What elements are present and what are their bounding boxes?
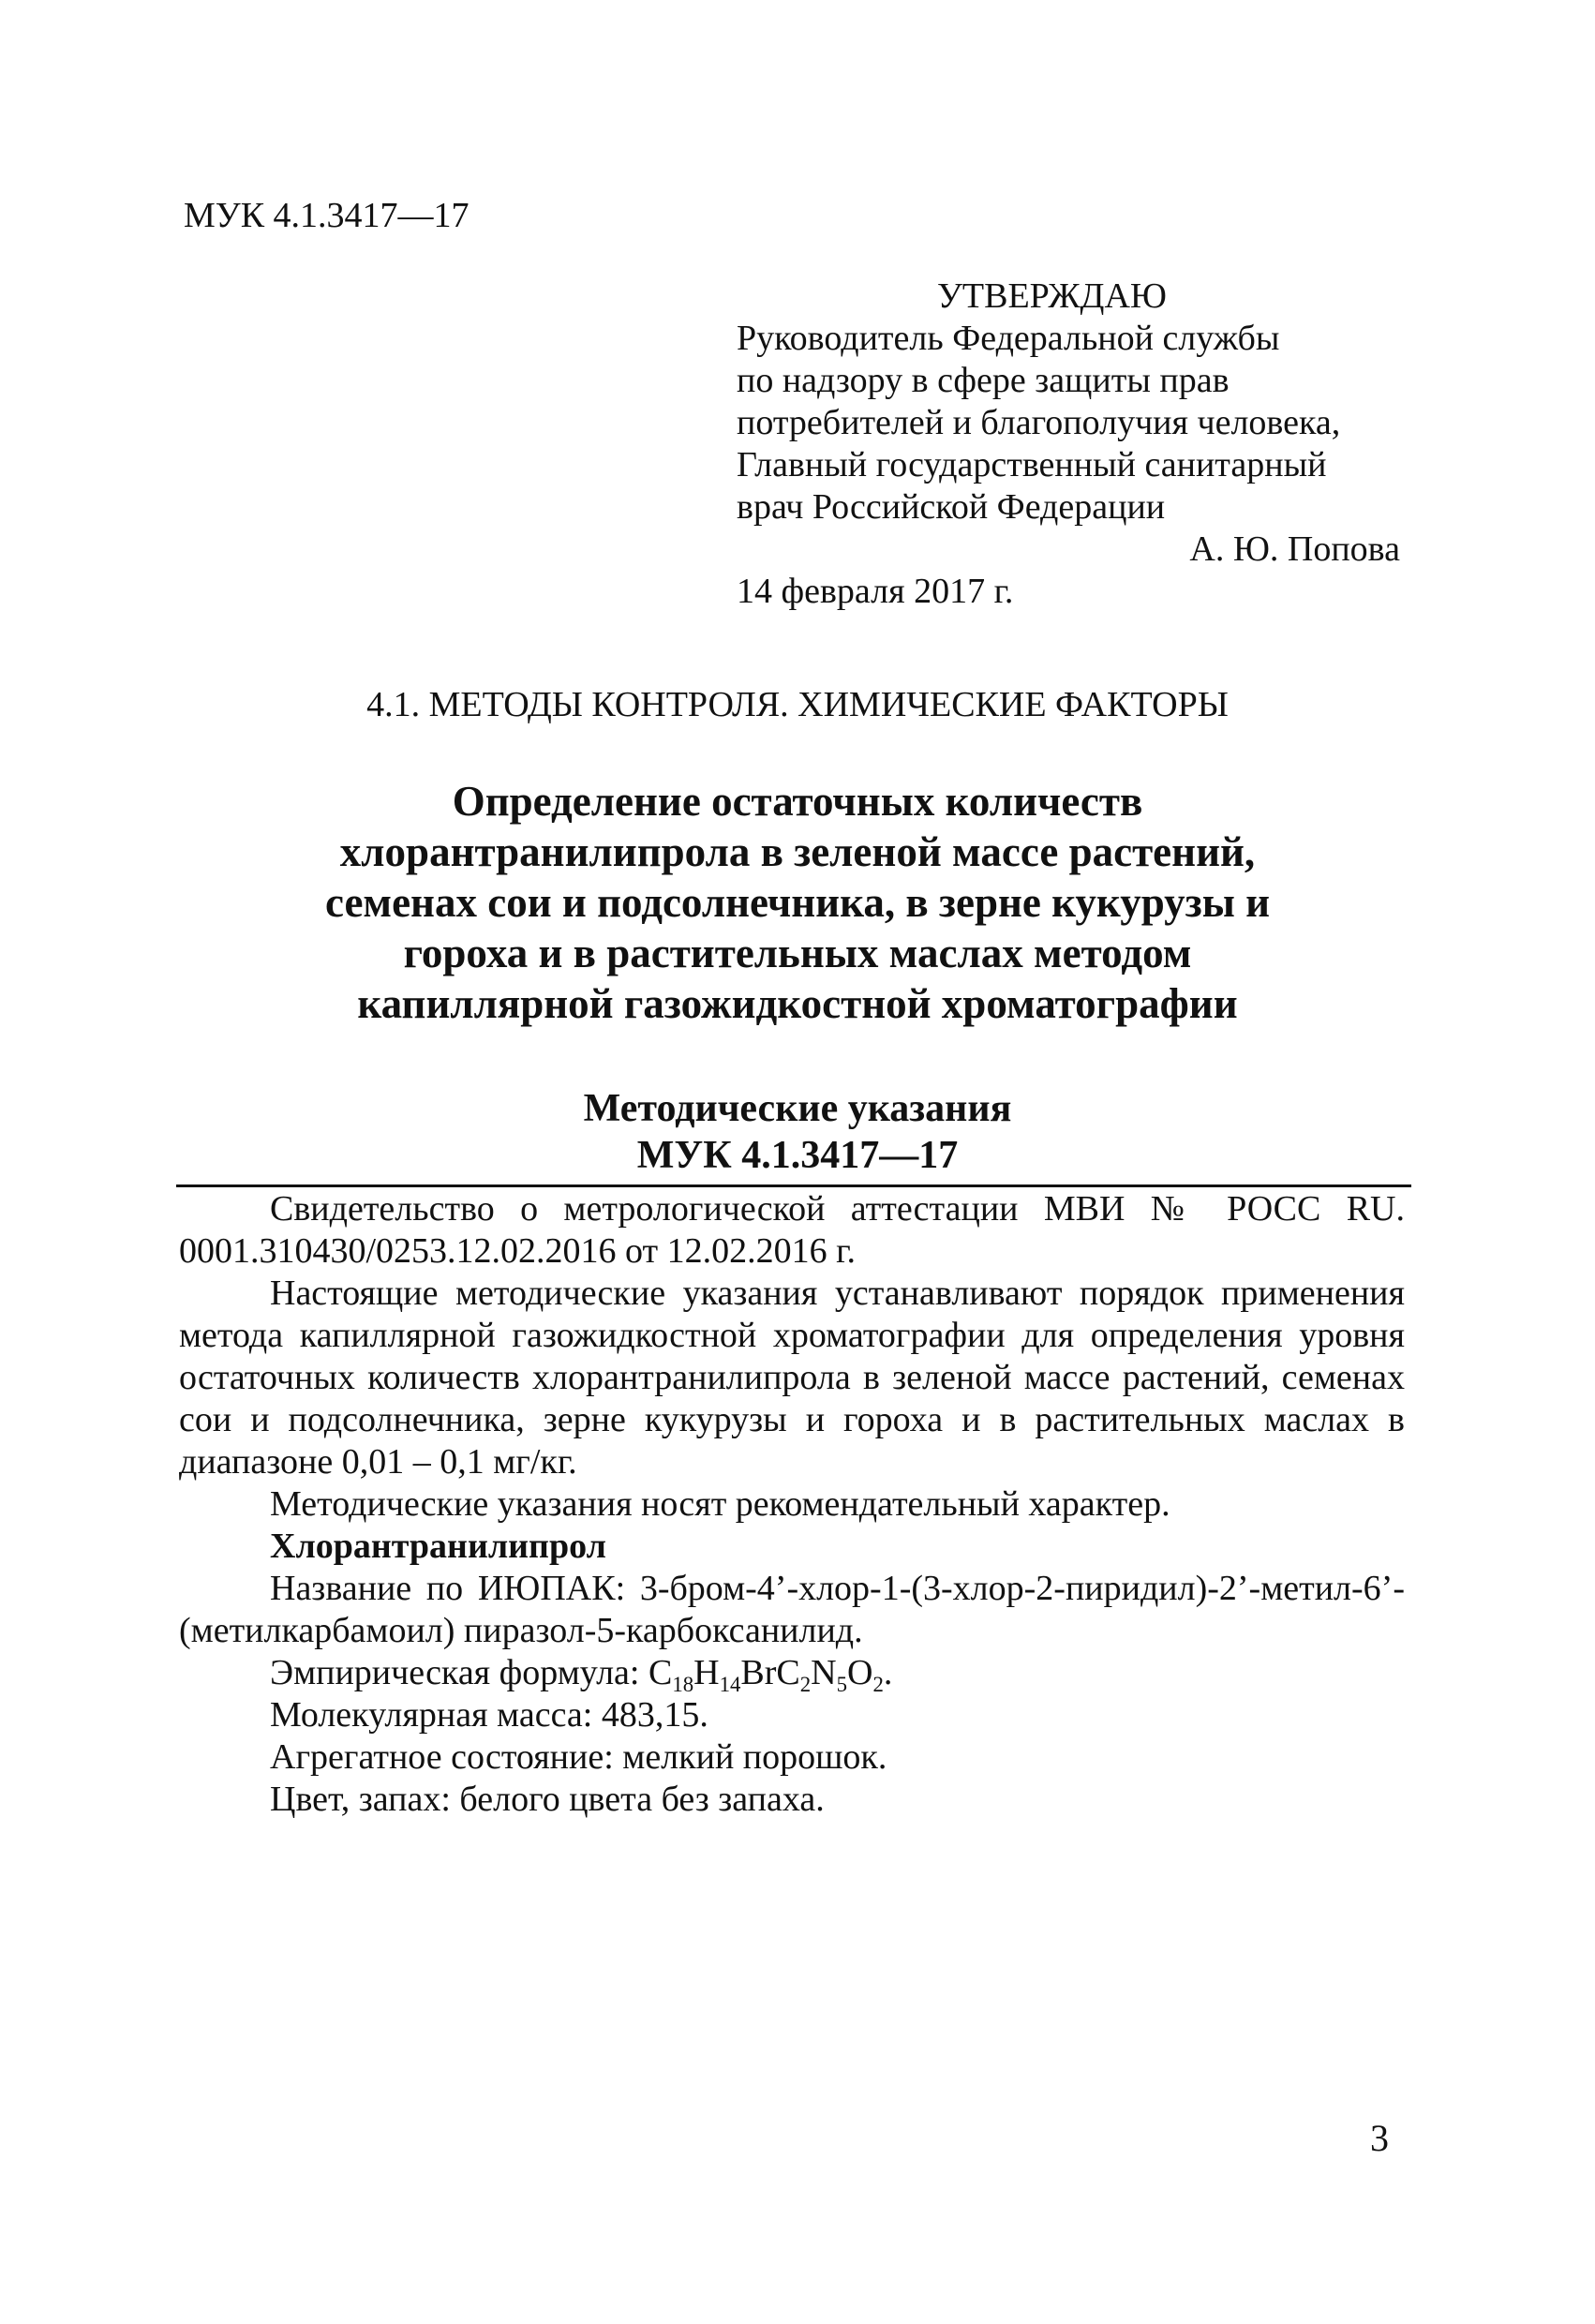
formula-element: O <box>847 1653 873 1692</box>
formula-end: . <box>883 1653 893 1692</box>
approval-position-line: потребителей и благополучия человека, <box>737 403 1341 442</box>
formula-subscript: 5 <box>836 1672 848 1696</box>
approval-block <box>737 276 1400 613</box>
intro-paragraph: Настоящие методические указания устанавливают порядок применения метода капиллярной газожидкостной хроматографии для определения уровня остаточных количеств хлорантранилипрола в зеленой массе растений, семенах сои и подсолнечника, зерне кукурузы и гороха и в растительных маслах в диапазоне 0,01 – 0,1 мг/кг. <box>179 1274 1405 1482</box>
subtitle-kind: Методические указания <box>583 1087 1012 1130</box>
formula-subscript: 2 <box>872 1672 884 1696</box>
approval-position-line: Главный государственный санитарный <box>737 445 1327 484</box>
formula-subscript: 14 <box>719 1672 741 1696</box>
document-title <box>0 776 1595 1029</box>
formula-element: H <box>693 1653 720 1692</box>
divider-rule <box>176 1184 1411 1187</box>
title-line: хлорантранилипрола в зеленой массе растений, <box>339 828 1256 875</box>
approval-word: УТВЕРЖДАЮ <box>937 276 1167 316</box>
formula-element: C <box>648 1653 673 1692</box>
empirical-formula-paragraph <box>179 1652 1405 1694</box>
approval-signatory: А. Ю. Попова <box>1189 529 1400 569</box>
title-line: гороха и в растительных маслах методом <box>403 930 1192 976</box>
advisory-paragraph: Методические указания носят рекомендательный характер. <box>270 1484 1170 1524</box>
iupac-name-paragraph: Название по ИЮПАК: 3-бром-4’-хлор-1-(3-хлор-2-пиридил)-2’-метил-6’-(метилкарбамоил) пиразол-5-карбоксанилид. <box>179 1569 1405 1650</box>
approval-position-line: Руководитель Федеральной службы <box>737 319 1280 358</box>
section-heading: 4.1. МЕТОДЫ КОНТРОЛЯ. ХИМИЧЕСКИЕ ФАКТОРЫ <box>366 685 1229 724</box>
approval-date: 14 февраля 2017 г. <box>737 572 1014 611</box>
formula-element: BrC <box>740 1653 800 1692</box>
formula-subscript: 18 <box>672 1672 694 1696</box>
formula-label: Эмпирическая формула: <box>270 1653 648 1692</box>
molar-mass-paragraph: Молекулярная масса: 483,15. <box>270 1695 708 1735</box>
document-subtitle <box>0 1085 1595 1179</box>
document-body <box>179 1188 1405 1821</box>
certificate-paragraph: Свидетельство о метрологической аттестации МВИ № РОСС RU. 0001.310430/0253.12.02.2016 от 12.02.2016 г. <box>179 1189 1405 1271</box>
physical-state-paragraph: Агрегатное состояние: мелкий порошок. <box>270 1737 887 1777</box>
substance-heading: Хлорантранилипрол <box>270 1527 606 1566</box>
title-line: Определение остаточных количеств <box>452 778 1143 825</box>
page-number: 3 <box>1370 2117 1389 2159</box>
subtitle-code: МУК 4.1.3417—17 <box>636 1134 959 1177</box>
approval-position-line: по надзору в сфере защиты прав <box>737 361 1230 400</box>
title-line: капиллярной газожидкостной хроматографии <box>357 980 1238 1027</box>
approval-position-line: врач Российской Федерации <box>737 487 1166 527</box>
color-odor-paragraph: Цвет, запах: белого цвета без запаха. <box>270 1780 825 1819</box>
document-code-header: МУК 4.1.3417—17 <box>184 196 470 235</box>
formula-subscript: 2 <box>799 1672 812 1696</box>
formula-element: N <box>811 1653 837 1692</box>
title-line: семенах сои и подсолнечника, в зерне кукурузы и <box>324 879 1271 926</box>
